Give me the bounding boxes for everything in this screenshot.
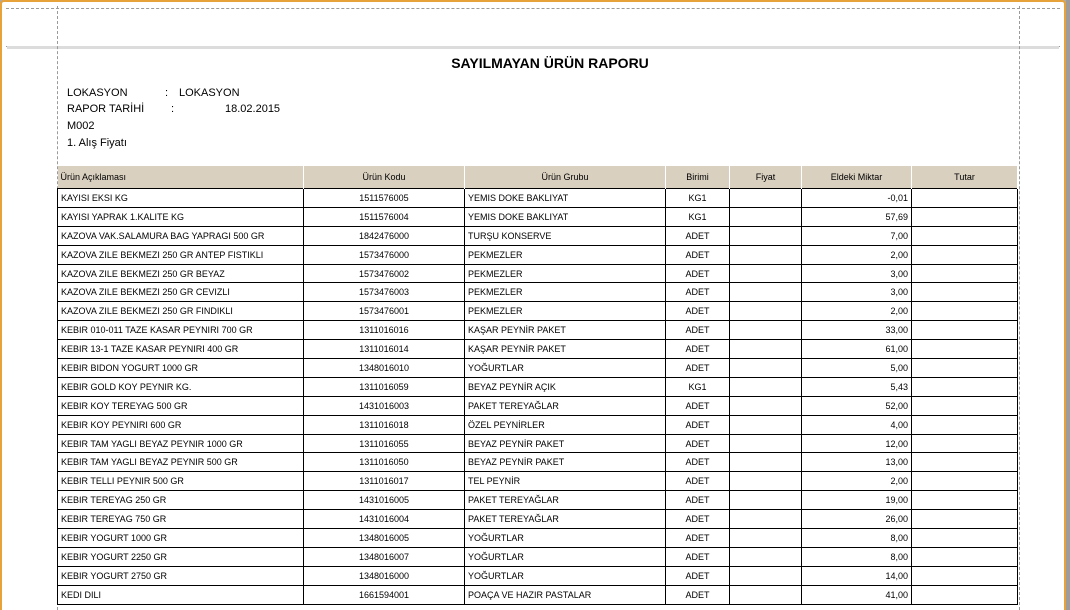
cell-quantity-on-hand: 2,00 — [802, 245, 912, 264]
table-row — [58, 245, 1018, 264]
table-row — [58, 585, 1018, 604]
cell-unit: ADET — [666, 453, 730, 472]
report-date-label: RAPOR TARİHİ — [67, 103, 145, 115]
table-row — [58, 453, 1018, 472]
table-row — [58, 340, 1018, 359]
cell-unit: ADET — [666, 302, 730, 321]
cell-quantity-on-hand: 5,00 — [802, 359, 912, 378]
cell-unit: ADET — [666, 283, 730, 302]
table-row — [58, 207, 1018, 226]
cell-unit: ADET — [666, 396, 730, 415]
cell-price — [730, 189, 802, 208]
cell-product-description: KAYISI YAPRAK 1.KALITE KG — [58, 207, 304, 226]
cell-amount — [912, 377, 1018, 396]
cell-product-group: PAKET TEREYAĞLAR — [465, 510, 666, 529]
cell-quantity-on-hand: 14,00 — [802, 566, 912, 585]
table-row — [58, 547, 1018, 566]
cell-product-code: 1311016059 — [304, 377, 465, 396]
cell-product-description: KEBIR KOY PEYNIRI 600 GR — [58, 415, 304, 434]
table-row — [58, 566, 1018, 585]
cell-price — [730, 283, 802, 302]
cell-product-group: BEYAZ PEYNİR PAKET — [465, 434, 666, 453]
cell-price — [730, 264, 802, 283]
cell-unit: KG1 — [666, 377, 730, 396]
location-value: LOKASYON — [179, 87, 240, 99]
cell-quantity-on-hand: 7,00 — [802, 226, 912, 245]
cell-product-group: YOĞURTLAR — [465, 529, 666, 548]
cell-price — [730, 226, 802, 245]
cell-product-group: YOĞURTLAR — [465, 566, 666, 585]
cell-product-description: KEBIR TELLI PEYNIR 500 GR — [58, 472, 304, 491]
cell-product-group: PEKMEZLER — [465, 302, 666, 321]
table-row — [58, 283, 1018, 302]
cell-unit: ADET — [666, 547, 730, 566]
cell-price — [730, 547, 802, 566]
cell-unit: ADET — [666, 472, 730, 491]
cell-price — [730, 302, 802, 321]
cell-product-group: YOĞURTLAR — [465, 547, 666, 566]
cell-amount — [912, 566, 1018, 585]
cell-product-group: PEKMEZLER — [465, 283, 666, 302]
cell-price — [730, 585, 802, 604]
cell-product-code: 1311016055 — [304, 434, 465, 453]
table-row — [58, 359, 1018, 378]
cell-amount — [912, 434, 1018, 453]
cell-product-group: TEL PEYNİR — [465, 472, 666, 491]
header-band-guide — [7, 46, 1059, 49]
cell-quantity-on-hand: 4,00 — [802, 415, 912, 434]
cell-price — [730, 415, 802, 434]
cell-quantity-on-hand: 61,00 — [802, 340, 912, 359]
cell-price — [730, 491, 802, 510]
cell-price — [730, 510, 802, 529]
cell-product-group: BEYAZ PEYNİR PAKET — [465, 453, 666, 472]
cell-amount — [912, 510, 1018, 529]
cell-unit: ADET — [666, 585, 730, 604]
cell-unit: KG1 — [666, 207, 730, 226]
cell-product-description: KEBIR BIDON YOGURT 1000 GR — [58, 359, 304, 378]
cell-product-description: KEBIR YOGURT 1000 GR — [58, 529, 304, 548]
cell-product-code: 1511576005 — [304, 189, 465, 208]
cell-product-group: YEMIS DOKE BAKLIYAT — [465, 207, 666, 226]
cell-price — [730, 359, 802, 378]
cell-product-code: 1431016003 — [304, 396, 465, 415]
column-header-product-group[interactable]: Ürün Grubu — [465, 166, 666, 189]
table-row — [58, 321, 1018, 340]
table-row — [58, 189, 1018, 208]
cell-product-code: 1842476000 — [304, 226, 465, 245]
table-row — [58, 302, 1018, 321]
cell-product-description: KEBIR GOLD KOY PEYNIR KG. — [58, 377, 304, 396]
cell-unit: KG1 — [666, 189, 730, 208]
cell-amount — [912, 359, 1018, 378]
cell-amount — [912, 321, 1018, 340]
cell-product-group: PEKMEZLER — [465, 264, 666, 283]
cell-amount — [912, 415, 1018, 434]
cell-amount — [912, 396, 1018, 415]
table-row — [58, 415, 1018, 434]
cell-product-group: KAŞAR PEYNİR PAKET — [465, 340, 666, 359]
cell-unit: ADET — [666, 321, 730, 340]
cell-quantity-on-hand: 2,00 — [802, 302, 912, 321]
column-header-quantity-on-hand[interactable]: Eldeki Miktar — [802, 166, 912, 189]
cell-product-group: YOĞURTLAR — [465, 359, 666, 378]
cell-price — [730, 434, 802, 453]
cell-product-code: 1311016016 — [304, 321, 465, 340]
cell-product-code: 1511576004 — [304, 207, 465, 226]
cell-product-code: 1311016017 — [304, 472, 465, 491]
cell-amount — [912, 529, 1018, 548]
table-row — [58, 491, 1018, 510]
cell-product-group: PEKMEZLER — [465, 245, 666, 264]
cell-quantity-on-hand: 13,00 — [802, 453, 912, 472]
cell-product-description: KAZOVA VAK.SALAMURA BAG YAPRAGI 500 GR — [58, 226, 304, 245]
cell-unit: ADET — [666, 359, 730, 378]
page-shadow — [1066, 0, 1070, 610]
cell-product-description: KEBIR 13-1 TAZE KASAR PEYNIRI 400 GR — [58, 340, 304, 359]
cell-product-description: KAZOVA ZILE BEKMEZI 250 GR ANTEP FISTIKLI — [58, 245, 304, 264]
report-date-value: 18.02.2015 — [225, 103, 281, 115]
cell-product-description: KEBIR KOY TEREYAG 500 GR — [58, 396, 304, 415]
price-type: 1. Alış Fiyatı — [67, 137, 127, 149]
cell-product-code: 1431016004 — [304, 510, 465, 529]
table-row — [58, 472, 1018, 491]
cell-product-description: KEBIR TAM YAGLI BEYAZ PEYNIR 500 GR — [58, 453, 304, 472]
cell-product-group: KAŞAR PEYNİR PAKET — [465, 321, 666, 340]
top-margin-guide — [6, 8, 1060, 9]
cell-quantity-on-hand: 3,00 — [802, 264, 912, 283]
cell-unit: ADET — [666, 340, 730, 359]
column-header-product-code[interactable]: Ürün Kodu — [304, 166, 465, 189]
cell-quantity-on-hand: 41,00 — [802, 585, 912, 604]
cell-product-code: 1348016007 — [304, 547, 465, 566]
cell-product-description: KEBIR TEREYAG 750 GR — [58, 510, 304, 529]
location-separator: : — [165, 87, 169, 99]
cell-amount — [912, 226, 1018, 245]
cell-product-group: ÖZEL PEYNİRLER — [465, 415, 666, 434]
cell-product-code: 1573476003 — [304, 283, 465, 302]
cell-amount — [912, 472, 1018, 491]
table-row — [58, 264, 1018, 283]
table-row — [58, 510, 1018, 529]
column-header-product-description[interactable]: Ürün Açıklaması — [58, 166, 304, 189]
cell-product-description: KEBIR TAM YAGLI BEYAZ PEYNIR 1000 GR — [58, 434, 304, 453]
cell-product-description: KAYISI EKSI KG — [58, 189, 304, 208]
cell-product-group: PAKET TEREYAĞLAR — [465, 491, 666, 510]
cell-product-code: 1431016005 — [304, 491, 465, 510]
cell-product-description: KEDI DILI — [58, 585, 304, 604]
table-row — [58, 396, 1018, 415]
report-title: SAYILMAYAN ÜRÜN RAPORU — [451, 55, 649, 71]
table-body — [58, 189, 1018, 605]
cell-quantity-on-hand: 12,00 — [802, 434, 912, 453]
cell-amount — [912, 189, 1018, 208]
cell-amount — [912, 491, 1018, 510]
cell-quantity-on-hand: 8,00 — [802, 547, 912, 566]
cell-price — [730, 207, 802, 226]
cell-amount — [912, 283, 1018, 302]
unsold-products-table — [57, 166, 1018, 605]
cell-price — [730, 245, 802, 264]
cell-product-code: 1348016010 — [304, 359, 465, 378]
cell-amount — [912, 207, 1018, 226]
cell-unit: ADET — [666, 415, 730, 434]
cell-product-description: KEBIR 010-011 TAZE KASAR PEYNIRI 700 GR — [58, 321, 304, 340]
cell-unit: ADET — [666, 529, 730, 548]
cell-quantity-on-hand: 57,69 — [802, 207, 912, 226]
table-row — [58, 434, 1018, 453]
report-code: M002 — [67, 120, 95, 132]
cell-unit: ADET — [666, 245, 730, 264]
cell-unit: ADET — [666, 226, 730, 245]
cell-unit: ADET — [666, 264, 730, 283]
cell-amount — [912, 585, 1018, 604]
column-header-amount[interactable]: Tutar — [912, 166, 1018, 189]
cell-amount — [912, 245, 1018, 264]
cell-product-code: 1573476002 — [304, 264, 465, 283]
cell-price — [730, 396, 802, 415]
cell-amount — [912, 264, 1018, 283]
cell-product-code: 1311016014 — [304, 340, 465, 359]
cell-quantity-on-hand: 3,00 — [802, 283, 912, 302]
cell-unit: ADET — [666, 491, 730, 510]
cell-product-code: 1573476001 — [304, 302, 465, 321]
cell-product-description: KAZOVA ZILE BEKMEZI 250 GR BEYAZ — [58, 264, 304, 283]
cell-unit: ADET — [666, 434, 730, 453]
location-label: LOKASYON — [67, 87, 128, 99]
table-row — [58, 529, 1018, 548]
cell-price — [730, 340, 802, 359]
cell-quantity-on-hand: 2,00 — [802, 472, 912, 491]
cell-price — [730, 453, 802, 472]
cell-quantity-on-hand: 5,43 — [802, 377, 912, 396]
column-header-unit[interactable]: Birimi — [666, 166, 730, 189]
cell-amount — [912, 340, 1018, 359]
report-date-separator: : — [171, 103, 175, 115]
table-row — [58, 377, 1018, 396]
cell-price — [730, 566, 802, 585]
cell-price — [730, 529, 802, 548]
cell-quantity-on-hand: 26,00 — [802, 510, 912, 529]
cell-product-code: 1348016005 — [304, 529, 465, 548]
cell-product-description: KAZOVA ZILE BEKMEZI 250 GR FINDIKLI — [58, 302, 304, 321]
cell-product-description: KEBIR YOGURT 2750 GR — [58, 566, 304, 585]
cell-unit: ADET — [666, 510, 730, 529]
cell-quantity-on-hand: 52,00 — [802, 396, 912, 415]
cell-product-description: KEBIR YOGURT 2250 GR — [58, 547, 304, 566]
cell-price — [730, 377, 802, 396]
cell-product-description: KAZOVA ZILE BEKMEZI 250 GR CEVIZLI — [58, 283, 304, 302]
cell-quantity-on-hand: 33,00 — [802, 321, 912, 340]
cell-quantity-on-hand: -0,01 — [802, 189, 912, 208]
cell-product-code: 1573476000 — [304, 245, 465, 264]
cell-unit: ADET — [666, 566, 730, 585]
cell-product-group: YEMIS DOKE BAKLIYAT — [465, 189, 666, 208]
table-header-row — [58, 166, 1018, 189]
cell-quantity-on-hand: 8,00 — [802, 529, 912, 548]
right-margin-guide — [1019, 6, 1020, 610]
column-header-price[interactable]: Fiyat — [730, 166, 802, 189]
cell-product-group: TURŞU KONSERVE — [465, 226, 666, 245]
table-row — [58, 226, 1018, 245]
cell-price — [730, 321, 802, 340]
cell-product-code: 1311016050 — [304, 453, 465, 472]
cell-amount — [912, 302, 1018, 321]
cell-product-code: 1311016018 — [304, 415, 465, 434]
cell-amount — [912, 453, 1018, 472]
cell-product-group: BEYAZ PEYNİR AÇIK — [465, 377, 666, 396]
cell-amount — [912, 547, 1018, 566]
cell-product-description: KEBIR TEREYAG 250 GR — [58, 491, 304, 510]
cell-product-code: 1348016000 — [304, 566, 465, 585]
cell-product-code: 1661594001 — [304, 585, 465, 604]
cell-price — [730, 472, 802, 491]
cell-quantity-on-hand: 19,00 — [802, 491, 912, 510]
cell-product-group: PAKET TEREYAĞLAR — [465, 396, 666, 415]
cell-product-group: POAÇA VE HAZIR PASTALAR — [465, 585, 666, 604]
